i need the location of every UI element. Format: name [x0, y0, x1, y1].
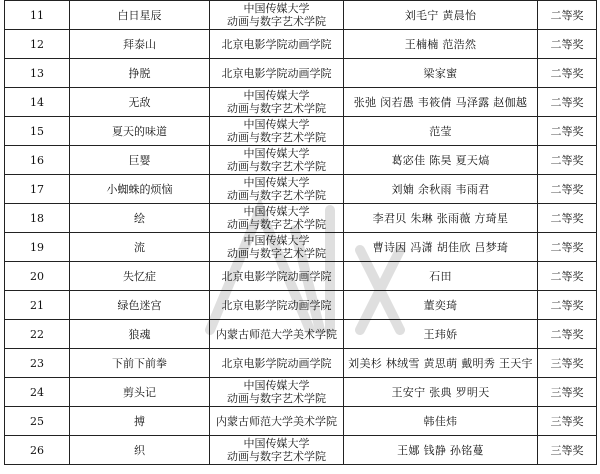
prize-cell: 二等奖 — [538, 291, 597, 320]
authors-cell: 刘毛宁 黄晨怡 — [344, 1, 538, 30]
school-cell — [210, 1, 344, 30]
school-cell — [210, 320, 344, 349]
row-number-cell: 24 — [5, 378, 70, 407]
school-line: 中国传媒大学 — [243, 89, 310, 102]
school-line: 北京电影学院动画学院 — [221, 269, 332, 283]
school-cell — [210, 291, 344, 320]
table-row — [5, 291, 597, 320]
school-line: 北京电影学院动画学院 — [221, 66, 332, 80]
table-row — [5, 436, 597, 465]
row-number-cell: 17 — [5, 175, 70, 204]
prize-cell: 二等奖 — [538, 1, 597, 30]
authors-cell: 王楠楠 范浩然 — [344, 30, 538, 59]
school-line: 中国传媒大学 — [243, 205, 310, 218]
school-line: 动画与数字艺术学院 — [227, 15, 326, 28]
table-row — [5, 320, 597, 349]
prize-cell: 三等奖 — [538, 378, 597, 407]
prize-cell: 二等奖 — [538, 146, 597, 175]
work-title-cell: 小蜘蛛的烦恼 — [70, 175, 210, 204]
school-line: 动画与数字艺术学院 — [227, 189, 326, 202]
work-title-cell: 白日星辰 — [70, 1, 210, 30]
authors-cell: 董奕琦 — [344, 291, 538, 320]
table-row — [5, 175, 597, 204]
row-number-cell: 25 — [5, 407, 70, 436]
school-line: 动画与数字艺术学院 — [227, 450, 326, 463]
school-cell — [210, 349, 344, 378]
authors-cell: 葛宓佳 陈昊 夏天熇 — [344, 146, 538, 175]
authors-cell: 曹诗因 冯潇 胡佳欣 吕梦琦 — [344, 233, 538, 262]
table-row — [5, 349, 597, 378]
prize-cell: 三等奖 — [538, 349, 597, 378]
row-number-cell: 21 — [5, 291, 70, 320]
prize-cell: 三等奖 — [538, 407, 597, 436]
prize-cell: 二等奖 — [538, 204, 597, 233]
row-number-cell: 22 — [5, 320, 70, 349]
table-row — [5, 117, 597, 146]
work-title-cell: 巨婴 — [70, 146, 210, 175]
prize-cell: 三等奖 — [538, 436, 597, 465]
row-number-cell: 26 — [5, 436, 70, 465]
school-cell — [210, 88, 344, 117]
authors-cell: 梁家蜜 — [344, 59, 538, 88]
school-line: 北京电影学院动画学院 — [221, 356, 332, 370]
work-title-cell: 夏天的味道 — [70, 117, 210, 146]
work-title-cell: 剪头记 — [70, 378, 210, 407]
work-title-cell: 挣脱 — [70, 59, 210, 88]
school-line: 动画与数字艺术学院 — [227, 131, 326, 144]
table-row — [5, 88, 597, 117]
row-number-cell: 15 — [5, 117, 70, 146]
authors-cell: 王娜 钱静 孙铭蔓 — [344, 436, 538, 465]
school-line: 中国传媒大学 — [243, 147, 310, 160]
row-number-cell: 12 — [5, 30, 70, 59]
row-number-cell: 11 — [5, 1, 70, 30]
row-number-cell: 18 — [5, 204, 70, 233]
authors-cell: 范莹 — [344, 117, 538, 146]
row-number-cell: 19 — [5, 233, 70, 262]
work-title-cell: 织 — [70, 436, 210, 465]
work-title-cell: 拜泰山 — [70, 30, 210, 59]
work-title-cell: 绿色迷宫 — [70, 291, 210, 320]
authors-cell: 石田 — [344, 262, 538, 291]
school-line: 中国传媒大学 — [243, 2, 310, 15]
row-number-cell: 14 — [5, 88, 70, 117]
prize-cell: 二等奖 — [538, 233, 597, 262]
prize-cell: 二等奖 — [538, 59, 597, 88]
school-line: 动画与数字艺术学院 — [227, 247, 326, 260]
school-line: 动画与数字艺术学院 — [227, 392, 326, 405]
authors-cell: 李君贝 朱琳 张雨薇 方琦星 — [344, 204, 538, 233]
school-cell — [210, 378, 344, 407]
authors-cell: 刘美杉 林绒雪 黄思萌 戴明秀 王天宇 — [344, 349, 538, 378]
school-cell — [210, 407, 344, 436]
school-cell — [210, 204, 344, 233]
school-line: 中国传媒大学 — [243, 437, 310, 450]
school-line: 动画与数字艺术学院 — [227, 102, 326, 115]
school-cell — [210, 117, 344, 146]
school-line: 中国传媒大学 — [243, 234, 310, 247]
work-title-cell: 搏 — [70, 407, 210, 436]
prize-cell: 二等奖 — [538, 320, 597, 349]
school-line: 内蒙古师范大学美术学院 — [216, 414, 337, 428]
school-line: 内蒙古师范大学美术学院 — [216, 327, 337, 341]
school-line: 中国传媒大学 — [243, 176, 310, 189]
row-number-cell: 16 — [5, 146, 70, 175]
table-row — [5, 30, 597, 59]
school-cell — [210, 175, 344, 204]
table-row — [5, 407, 597, 436]
prize-cell: 二等奖 — [538, 88, 597, 117]
school-line: 中国传媒大学 — [243, 379, 310, 392]
row-number-cell: 23 — [5, 349, 70, 378]
school-cell — [210, 436, 344, 465]
authors-cell: 韩佳炜 — [344, 407, 538, 436]
work-title-cell: 无敌 — [70, 88, 210, 117]
school-cell — [210, 233, 344, 262]
school-line: 北京电影学院动画学院 — [221, 298, 332, 312]
prize-cell: 二等奖 — [538, 262, 597, 291]
authors-cell: 王玮娇 — [344, 320, 538, 349]
table-row — [5, 59, 597, 88]
work-title-cell: 失忆症 — [70, 262, 210, 291]
table-row — [5, 146, 597, 175]
work-title-cell: 下前下前拳 — [70, 349, 210, 378]
prize-cell: 二等奖 — [538, 175, 597, 204]
school-line: 中国传媒大学 — [243, 118, 310, 131]
table-row — [5, 1, 597, 30]
authors-cell: 刘婻 余秋雨 韦雨君 — [344, 175, 538, 204]
row-number-cell: 13 — [5, 59, 70, 88]
authors-cell: 张弛 闵若愚 韦筱倩 马泽露 赵伽越 — [344, 88, 538, 117]
school-line: 动画与数字艺术学院 — [227, 218, 326, 231]
prize-cell: 二等奖 — [538, 30, 597, 59]
school-line: 北京电影学院动画学院 — [221, 37, 332, 51]
row-number-cell: 20 — [5, 262, 70, 291]
work-title-cell: 绘 — [70, 204, 210, 233]
awards-table-body — [5, 1, 597, 465]
prize-cell: 二等奖 — [538, 117, 597, 146]
awards-table — [4, 0, 597, 465]
work-title-cell: 流 — [70, 233, 210, 262]
school-line: 动画与数字艺术学院 — [227, 160, 326, 173]
authors-cell: 王安宁 张典 罗明天 — [344, 378, 538, 407]
table-row — [5, 204, 597, 233]
table-row — [5, 378, 597, 407]
work-title-cell: 狼魂 — [70, 320, 210, 349]
school-cell — [210, 59, 344, 88]
school-cell — [210, 30, 344, 59]
table-row — [5, 262, 597, 291]
school-cell — [210, 146, 344, 175]
school-cell — [210, 262, 344, 291]
table-row — [5, 233, 597, 262]
